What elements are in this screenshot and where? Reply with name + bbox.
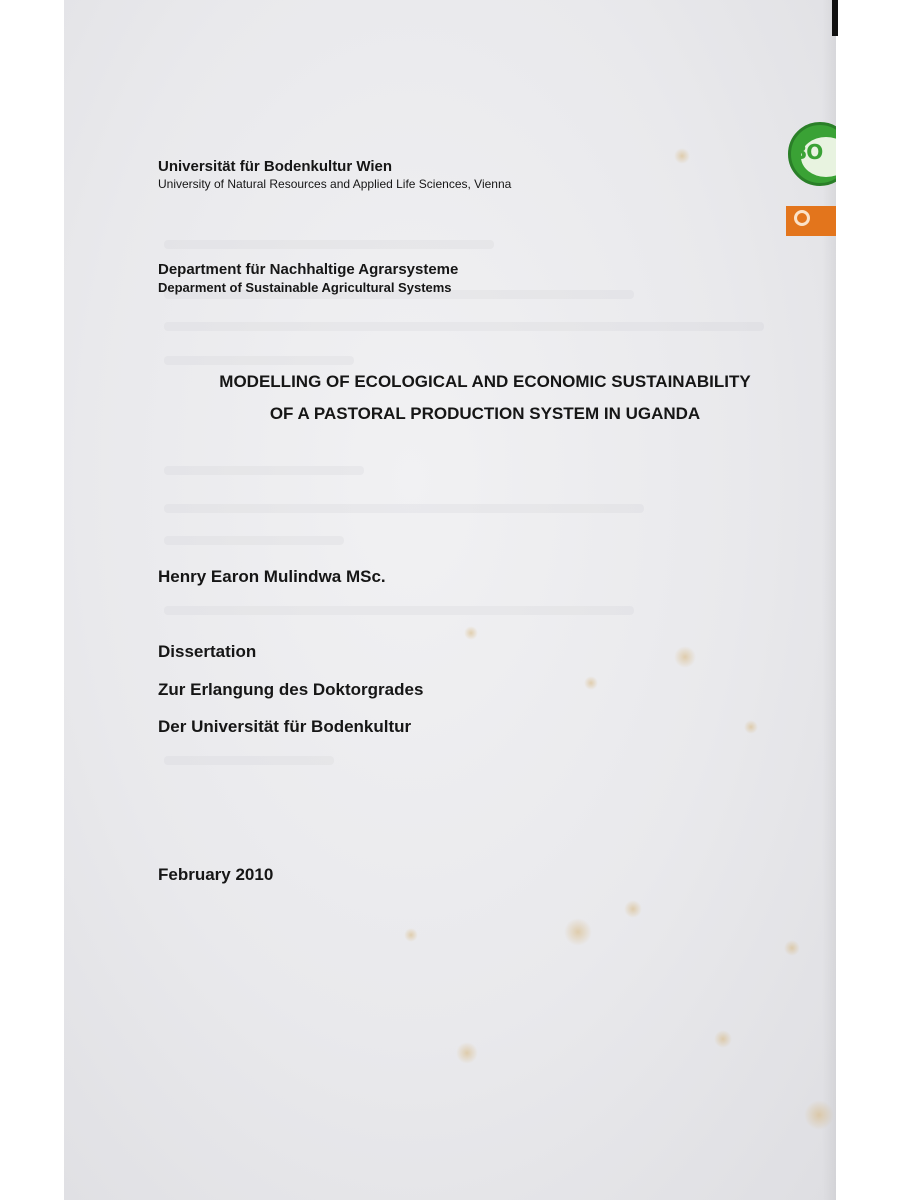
- bleed-through-line: [164, 536, 344, 545]
- department-name-en: Deparment of Sustainable Agricultural Systems: [158, 280, 452, 295]
- thesis-title-line-2: OF A PASTORAL PRODUCTION SYSTEM IN UGANDA: [269, 404, 701, 423]
- logo-letters: BO: [792, 140, 823, 164]
- university-name-de: Universität für Bodenkultur Wien: [158, 158, 393, 175]
- university-name-en: University of Natural Resources and Applied Life Sciences, Vienna: [158, 177, 512, 191]
- age-spot: [674, 148, 690, 164]
- bleed-through-line: [164, 504, 644, 513]
- age-spot: [456, 1042, 478, 1064]
- dissertation-institution: Der Universität für Bodenkultur: [158, 717, 412, 736]
- dissertation-label: Dissertation: [158, 642, 257, 661]
- bleed-through-line: [164, 756, 334, 765]
- age-spot: [804, 1100, 834, 1130]
- scan-edge-mark: [832, 0, 838, 36]
- submission-date: February 2010: [158, 865, 274, 884]
- age-spot: [564, 918, 592, 946]
- thesis-title-line-1: MODELLING OF ECOLOGICAL AND ECONOMIC SUSTAINABILITY: [219, 372, 751, 391]
- dissertation-purpose: Zur Erlangung des Doktorgrades: [158, 680, 424, 699]
- department-name-de: Department für Nachhaltige Agrarsysteme: [158, 261, 459, 278]
- bleed-through-line: [164, 322, 764, 331]
- bleed-through-line: [164, 466, 364, 475]
- boku-logo-icon: [784, 118, 836, 238]
- logo-ring-icon: [794, 210, 810, 226]
- age-spot: [404, 928, 418, 942]
- age-spot: [714, 1030, 732, 1048]
- age-spot: [784, 940, 800, 956]
- author-name: Henry Earon Mulindwa MSc.: [158, 567, 386, 586]
- bleed-through-line: [164, 356, 354, 365]
- logo-orange-bar: [786, 206, 836, 236]
- bleed-through-line: [164, 240, 494, 249]
- age-spot: [464, 626, 478, 640]
- age-spot: [624, 900, 642, 918]
- age-spot: [674, 646, 696, 668]
- bleed-through-line: [164, 606, 634, 615]
- age-spot: [744, 720, 758, 734]
- age-spot: [584, 676, 598, 690]
